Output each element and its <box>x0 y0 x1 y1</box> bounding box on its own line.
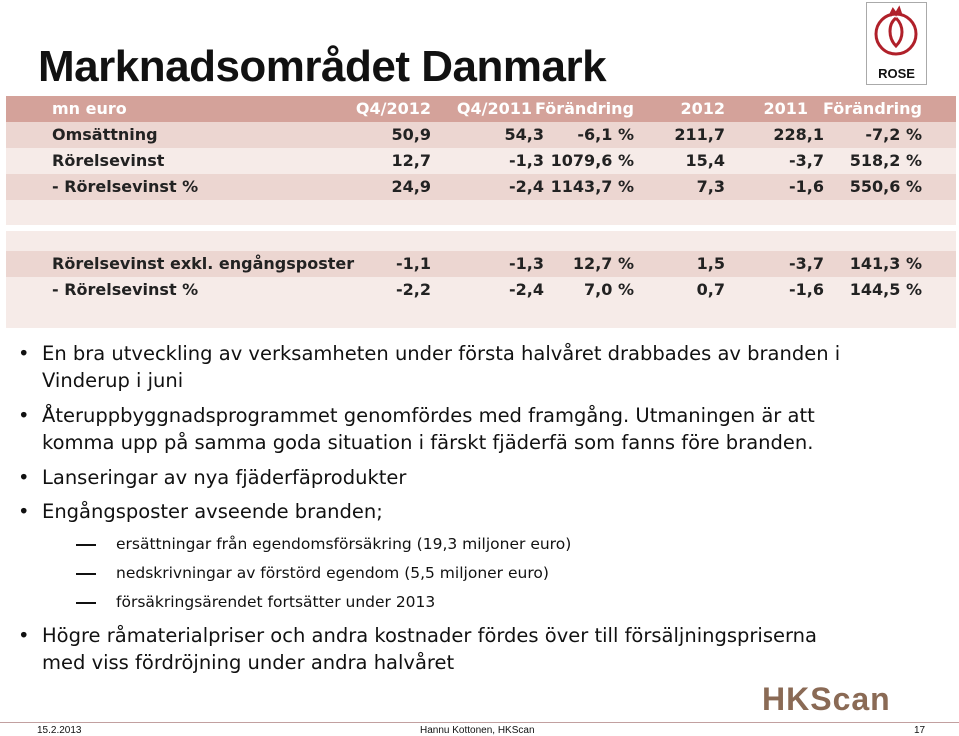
bullet-text-line: komma upp på samma goda situation i färskt fjäderfä som fanns före branden. <box>42 431 814 454</box>
dash-icon <box>76 544 96 546</box>
financial-table <box>6 96 956 328</box>
table-cell: 141,3 % <box>849 254 922 273</box>
table-cell: 550,6 % <box>849 177 922 196</box>
table-cell: -2,4 <box>509 280 544 299</box>
table-header: Förändring <box>822 99 922 118</box>
table-header: Förändring <box>534 99 634 118</box>
rose-logo <box>866 2 927 85</box>
sub-bullet-text: nedskrivningar av förstörd egendom (5,5 miljoner euro) <box>116 564 549 582</box>
hkscan-logo-text: HKScan <box>762 681 891 716</box>
table-cell: 1079,6 % <box>550 151 634 170</box>
bullet-text-line: Återuppbyggnadsprogrammet genomfördes med framgång. Utmaningen är att <box>42 404 815 427</box>
table-empty-row <box>6 200 956 225</box>
footer-presenter: Hannu Kottonen, HKScan <box>420 725 535 736</box>
bullet-text-line: Högre råmaterialpriser och andra kostnader fördes över till försäljningspriserna <box>42 624 817 647</box>
table-cell: -1,6 <box>789 280 824 299</box>
table-cell: -6,1 % <box>577 125 634 144</box>
table-cell: -3,7 <box>789 254 824 273</box>
bullet-dot-icon: • <box>18 624 30 647</box>
table-cell: 1143,7 % <box>550 177 634 196</box>
bullet-text-line: En bra utveckling av verksamheten under första halvåret drabbades av branden i <box>42 342 841 365</box>
bullet-text-line: Engångsposter avseende branden; <box>42 500 383 523</box>
table-header: 2012 <box>680 99 725 118</box>
table-cell: 12,7 % <box>572 254 634 273</box>
table-cell: 50,9 <box>391 125 431 144</box>
dash-icon <box>76 573 96 575</box>
table-cell: Omsättning <box>52 125 158 144</box>
slide-title: Marknadsområdet Danmark <box>38 42 607 91</box>
table-cell: -3,7 <box>789 151 824 170</box>
table-header: Q4/2011 <box>456 99 532 118</box>
table-cell: - Rörelsevinst % <box>52 177 199 196</box>
table-cell: 7,3 <box>696 177 725 196</box>
table-cell: -1,1 <box>396 254 431 273</box>
table-empty-row <box>6 231 956 251</box>
hkscan-logo <box>760 680 930 716</box>
bullet-text-line: Lanseringar av nya fjäderfäprodukter <box>42 466 407 489</box>
table-row <box>6 251 956 277</box>
bullet-dot-icon: • <box>18 466 30 489</box>
table-header: Q4/2012 <box>355 99 431 118</box>
table-cell: -2,2 <box>396 280 431 299</box>
table-cell: 12,7 <box>391 151 431 170</box>
table-cell: -1,3 <box>509 151 544 170</box>
sub-bullet-text: försäkringsärendet fortsätter under 2013 <box>116 593 436 611</box>
table-cell: Rörelsevinst <box>52 151 165 170</box>
table-cell: 518,2 % <box>849 151 922 170</box>
bullet-text-line: med viss fördröjning under andra halvåret <box>42 651 455 674</box>
table-cell: -7,2 % <box>865 125 922 144</box>
table-cell: 0,7 <box>696 280 725 299</box>
table-header: mn euro <box>52 99 127 118</box>
table-cell: 7,0 % <box>584 280 634 299</box>
rose-logo-text: ROSE <box>878 66 915 81</box>
table-header-row <box>6 96 956 122</box>
bullet-dot-icon: • <box>18 404 30 427</box>
table-cell: -2,4 <box>509 177 544 196</box>
bullet-text-line: Vinderup i juni <box>42 369 184 392</box>
bullet-dot-icon: • <box>18 500 30 523</box>
table-cell: - Rörelsevinst % <box>52 280 199 299</box>
table-row <box>6 148 956 174</box>
bullet-dot-icon: • <box>18 342 30 365</box>
table-cell: Rörelsevinst exkl. engångsposter <box>52 254 355 273</box>
footer-divider <box>0 722 959 723</box>
footer-page-number: 17 <box>914 725 926 736</box>
dash-icon <box>76 602 96 604</box>
table-cell: 54,3 <box>504 125 544 144</box>
table-cell: 24,9 <box>391 177 431 196</box>
table-cell: 15,4 <box>685 151 725 170</box>
table-row <box>6 174 956 200</box>
table-header: 2011 <box>763 99 808 118</box>
table-cell: 228,1 <box>773 125 824 144</box>
table-cell: 1,5 <box>696 254 725 273</box>
footer-date: 15.2.2013 <box>37 725 82 736</box>
sub-bullet-text: ersättningar från egendomsförsäkring (19,3 miljoner euro) <box>116 535 572 553</box>
table-row <box>6 122 956 148</box>
table-cell: 144,5 % <box>849 280 922 299</box>
table-cell: -1,3 <box>509 254 544 273</box>
table-cell: -1,6 <box>789 177 824 196</box>
table-row <box>6 277 956 303</box>
table-cell: 211,7 <box>674 125 725 144</box>
